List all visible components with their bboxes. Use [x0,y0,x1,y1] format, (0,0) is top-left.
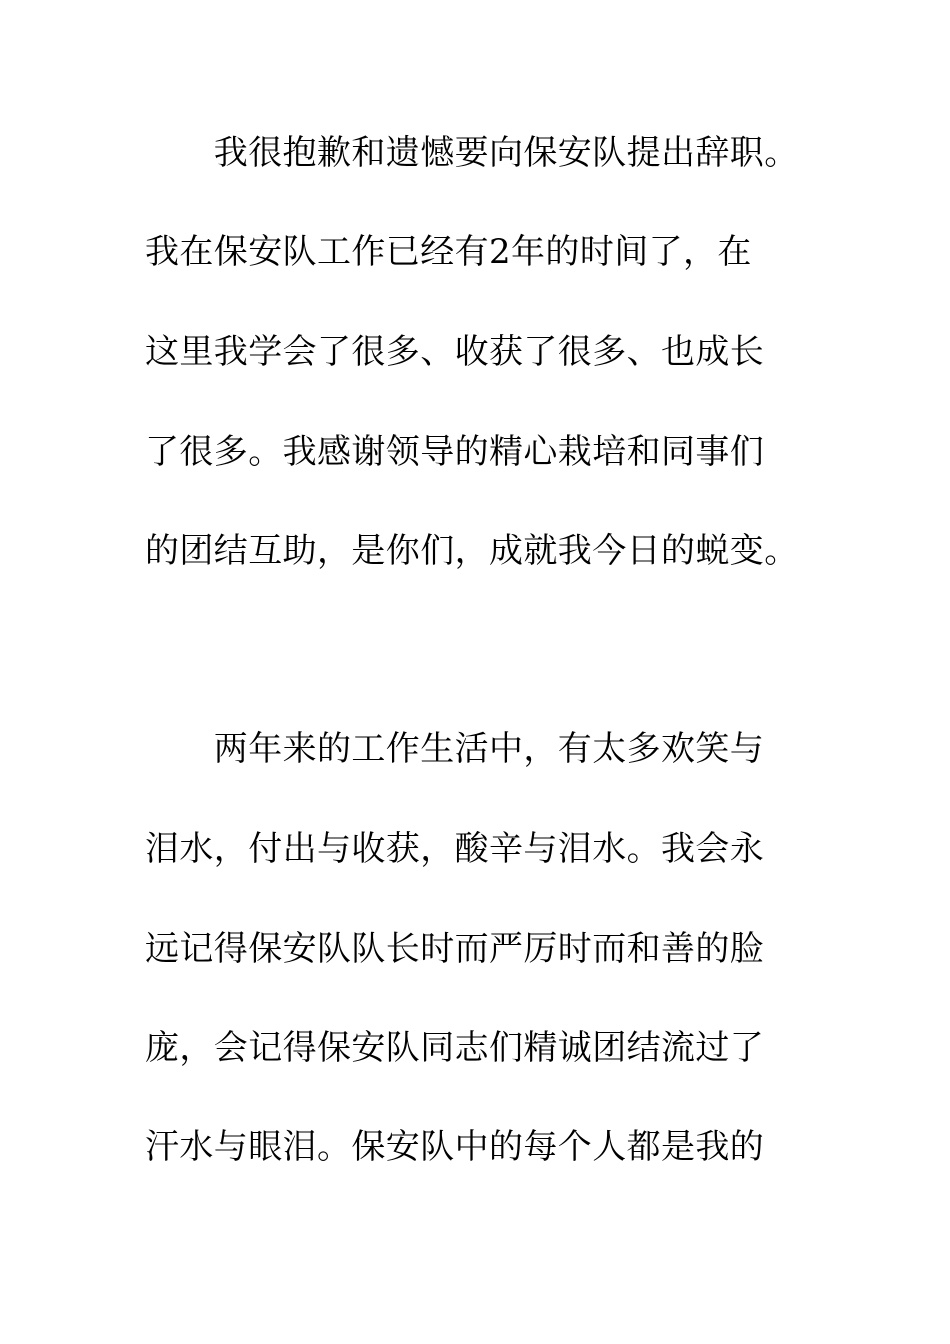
paragraph-1-line-1: 我很抱歉和遗憾要向保安队提出辞职。 [145,133,799,173]
paragraph-1-line-5: 的团结互助，是你们，成就我今日的蜕变。 [145,531,799,571]
paragraph-2-line-3: 远记得保安队队长时而严厉时而和善的脸 [145,929,765,969]
paragraph-1-line-2: 我在保安队工作已经有2年的时间了，在 [145,232,752,272]
paragraph-2-line-4: 庞，会记得保安队同志们精诚团结流过了 [145,1028,765,1068]
paragraph-1-line-4: 了很多。我感谢领导的精心栽培和同事们 [145,432,765,472]
paragraph-1-line-3: 这里我学会了很多、收获了很多、也成长 [145,332,765,372]
paragraph-2-line-1: 两年来的工作生活中，有太多欢笑与 [145,729,765,769]
paragraph-2-line-5: 汗水与眼泪。保安队中的每个人都是我的 [145,1127,765,1167]
paragraph-2-line-2: 泪水，付出与收获，酸辛与泪水。我会永 [145,829,765,869]
